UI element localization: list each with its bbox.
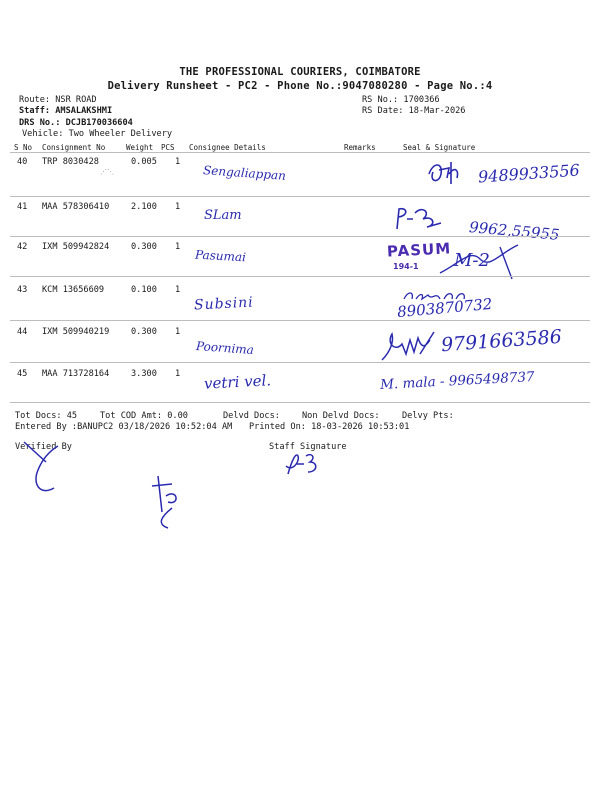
col-consignment: Consignment No [42,143,106,152]
col-pcs: PCS [161,143,175,152]
drs-number: DRS No.: DCJB170036604 [19,118,133,128]
company-title: THE PROFESSIONAL COURIERS, COIMBATORE [179,66,421,78]
verifier-initials [148,472,188,532]
row-sno: 44 [17,327,28,337]
row-pcs: 1 [175,369,181,379]
row-pcs: 1 [175,285,181,295]
total-cod-amount: Tot COD Amt: 0.00 [100,411,188,421]
col-consignee: Consignee Details [189,143,266,152]
scan-marks: ⋰⋱ [100,168,114,176]
row-seal-handwriting: 9791663586 [440,325,563,357]
row-divider [10,320,590,321]
row-pcs: 1 [175,242,181,252]
row-pcs: 1 [175,157,181,167]
signature-scribble [380,330,438,364]
delivery-points: Delvy Pts: [402,411,454,421]
row-consignee-handwriting: Poornima [195,338,255,358]
total-docs: Tot Docs: 45 [15,411,78,421]
signature-scribble [393,205,453,231]
runsheet-subtitle: Delivery Runsheet - PC2 - Phone No.:9047080280 - Page No.:4 [107,80,493,92]
row-sno: 41 [17,202,28,212]
verifier-signature [18,440,68,500]
row-sno: 43 [17,285,28,295]
col-seal: Seal & Signature [403,143,476,152]
row-consignment: MAA 713728164 [42,369,110,379]
company-stamp: PASUM [386,239,452,261]
row-divider [10,196,590,197]
row-divider [10,276,590,277]
row-divider [10,236,590,237]
signature-scribble [440,243,520,283]
row-sno: 42 [17,242,28,252]
row-sno: 40 [17,157,28,167]
col-remarks: Remarks [344,143,376,152]
row-consignee-handwriting: vetri vel. [203,371,272,393]
row-weight: 0.300 [131,242,157,252]
rs-number: RS No.: 1700366 [362,95,440,105]
row-consignee-handwriting: Sengaliappan [202,163,287,183]
delivered-docs: Delvd Docs: [223,411,280,421]
row-weight: 0.100 [131,285,157,295]
row-weight: 0.300 [131,327,157,337]
row-consignee-handwriting: SLam [204,208,242,223]
row-consignment: TRP 8030428 [42,157,99,167]
row-divider [10,362,590,363]
row-sno: 45 [17,369,28,379]
staff-signature [282,450,322,478]
vehicle-label: Vehicle: Two Wheeler Delivery [22,129,173,139]
col-sno: S No [14,143,33,152]
row-pcs: 1 [175,327,181,337]
header-divider [10,152,590,153]
staff-signature-label: Staff Signature [269,442,347,452]
entered-by: Entered By :BANUPC2 03/18/2026 10:52:04 AM [15,422,233,432]
row-seal-handwriting: M. mala - 9965498737 [379,368,535,394]
row-weight: 0.005 [131,157,157,167]
verified-by-label: Verified By [15,442,72,452]
printed-on: Printed On: 18-03-2026 10:53:01 [249,422,410,432]
row-pcs: 1 [175,202,181,212]
row-consignee-handwriting: Subsini [193,294,255,314]
row-weight: 2.100 [131,202,157,212]
row-consignment: IXM 509942824 [42,242,110,252]
row-seal-handwriting: 9962,55955 [468,218,561,244]
row-divider [10,402,590,403]
row-consignment: KCM 13656609 [42,285,105,295]
row-consignment: IXM 509940219 [42,327,110,337]
non-delivered-docs: Non Delvd Docs: [302,411,380,421]
signature-scribble [425,160,465,188]
row-seal-handwriting: 8903870732 [396,294,494,322]
col-weight: Weight [126,143,154,152]
row-consignee-handwriting: Pasumai [194,247,247,265]
row-consignment: MAA 578306410 [42,202,110,212]
staff-label: Staff: AMSALAKSHMI [19,106,113,116]
stamp-subtext: 194-1 [393,262,419,271]
row-seal-handwriting: 9489933556 [477,160,581,187]
route-label: Route: NSR ROAD [19,95,97,105]
row-seal-handwriting: M-2 [454,250,490,271]
row-weight: 3.300 [131,369,157,379]
rs-date: RS Date: 18-Mar-2026 [362,106,466,116]
